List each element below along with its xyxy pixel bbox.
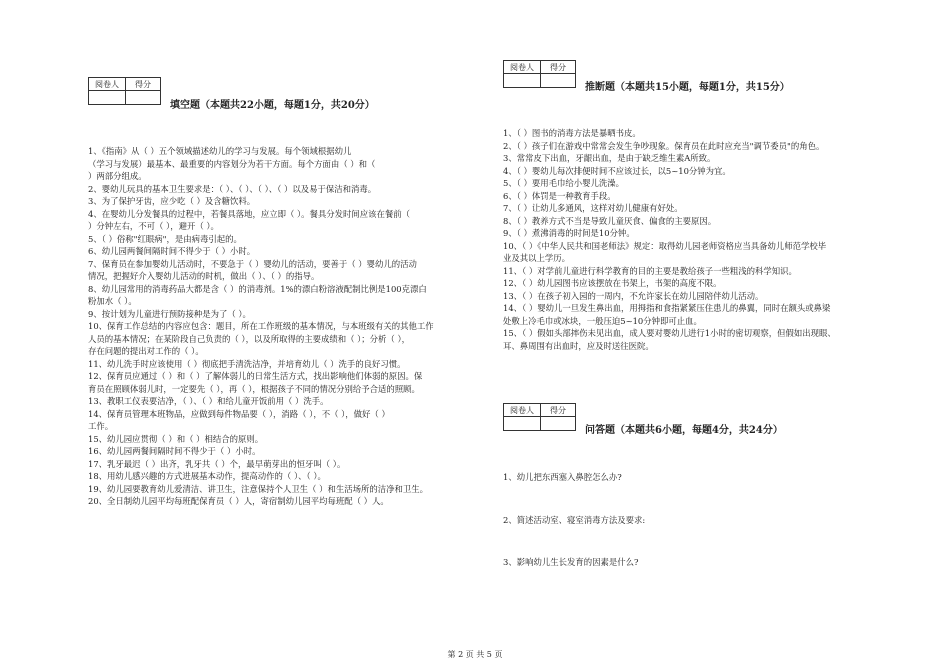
fill-blank-questions [88, 145, 498, 508]
question-line: （学习与发展）最基本、最重要的内容划分为若干方面。每个方面由（ ）和（ [88, 158, 376, 169]
question-line: 5、（ ）要用毛巾给小婴儿洗澡。 [503, 178, 625, 188]
question-line: 11、幼儿洗手时应该使用（ ）彻底把手清洗洁净，并培育幼儿（ ）洗手的良好习惯。 [88, 358, 406, 369]
question-line: 2、（ ）孩子们在游戏中常常会发生争吵现象。保育员在此时应充当"调节委员"的角色。 [503, 140, 825, 151]
question-line: 存在问题的提出对工作的（ ）。 [88, 346, 204, 356]
reviewer-label: 阅卷人 [504, 404, 541, 417]
question-line: 19、幼儿园要教育幼儿爱清洁、讲卫生，注意保持个人卫生（ ）和生活场所的洁净和卫生。 [88, 483, 428, 494]
question-line: 14、保育员管理本班物品，应做到每件物品要（ ），消路（ ），不（ ），做好（ ） [88, 408, 390, 419]
reviewer-cell [89, 91, 126, 105]
score-label: 得分 [541, 404, 576, 417]
question-line: 17、乳牙最迟（ ）出齐，乳牙共（ ）个，最早萌芽出的恒牙叫（ ）。 [88, 458, 346, 469]
question-line: 9、（ ）煮沸消毒的时间是10分钟。 [503, 228, 635, 238]
qa-title: 问答题（本题共6小题，每题4分，共24分） [585, 425, 783, 436]
question-line: 情况，把握好介入婴幼儿活动的时机，做出（ ）、（ ）的指导。 [88, 271, 320, 281]
qa-question: 1、幼儿把东西塞入鼻腔怎么办? [503, 472, 622, 482]
score-table-judgement [503, 60, 576, 88]
question-line: 11、（ ）对学前儿童进行科学教育的目的主要是教给孩子一些粗浅的科学知识。 [503, 265, 797, 276]
score-cell [541, 417, 576, 431]
score-table-fill [88, 77, 161, 105]
question-line: 7、保育员在参加婴幼儿活动时，不要急于（ ）婴幼儿的活动，要善于（ ）婴幼儿的活动 [88, 258, 417, 269]
question-line: 10、保育工作总结的内容应包含：题目，所在工作班级的基本情况，与本班级有关的其他工作 [88, 321, 434, 331]
question-line: 2、婴幼儿玩具的基本卫生要求是：（ ）、（ ）、（ ）、（ ）以及易于保洁和消毒。 [88, 183, 377, 194]
question-line: 粉加水（ ）。 [88, 296, 137, 306]
question-line: 18、用幼儿感兴趣的方式进展基本动作，提高动作的（ ）、（ ）。 [88, 471, 326, 481]
question-line: 9、按计划为儿童进行预防接种是为了（ ）。 [88, 308, 251, 319]
question-line: 8、幼儿园常用的消毒药品大都是含（ ）的消毒剂。1%的漂白粉溶液配制比例是100克漂白 [88, 283, 427, 294]
question-line: 6、幼儿园两餐间隔时间不得少于（ ）小时。 [88, 246, 256, 256]
question-line: 1、《指南》从（ ）五个领域描述幼儿的学习与发展。每个领域根据幼儿 [88, 146, 352, 156]
question-line: 16、幼儿园两餐间隔时间不得少于（ ）小时。 [88, 446, 261, 456]
qa-question: 2、简述活动室、寝室消毒方法及要求: [503, 514, 646, 525]
question-line: 5、（ ）俗称"红眼病"，是由病毒引起的。 [88, 233, 242, 244]
score-table-qa [503, 403, 576, 431]
score-label: 得分 [126, 78, 161, 91]
question-line: 工作。 [88, 421, 114, 431]
question-line: 13、（ ）在孩子初入园的一周内，不允许家长在幼儿园陪伴幼儿活动。 [503, 290, 764, 301]
question-line: 14、（ ）婴幼儿一旦发生鼻出血，用拇指和食指紧紧压住患儿的鼻翼，同时在额头或鼻梁 [503, 303, 831, 313]
question-line: 15、（ ）假如头部摔伤未见出血，成人要对婴幼儿进行1小时的密切观察，但假如出现眼、 [503, 328, 836, 338]
fill-blank-title: 填空题（本题共22小题，每题1分，共20分） [170, 100, 375, 111]
question-line: 12、（ ）幼儿园图书应该摆放在书架上，书架的高度不限。 [503, 278, 722, 288]
question-line: 8、（ ）教养方式不当是导致儿童厌食、偏食的主要原因。 [503, 215, 717, 226]
reviewer-cell [504, 417, 541, 431]
question-line: 人员的基本情况；在某阶段自己负责的（ ），以及所取得的主要成绩和（ ）；分析（ ）， [88, 333, 411, 344]
question-line: 处敷上冷毛巾或冰块，一般压迫5~10分钟即可止血。 [503, 315, 702, 326]
page-footer: 第 2 页 共 5 页 [447, 650, 503, 659]
question-line: 7、（ ）让幼儿多通风，这样对幼儿健康有好处。 [503, 203, 683, 213]
question-line: 15、幼儿园应贯彻（ ）和（ ）相结合的原则。 [88, 433, 264, 444]
question-line: ）两部分组成。 [88, 171, 147, 181]
question-line: 13、教职工仪表要洁净，（ ）、（ ）和给儿童开饭前用（ ）洗手。 [88, 396, 329, 406]
qa-question: 3、影响幼儿生长发育的因素是什么? [503, 557, 639, 567]
judgement-title: 推断题（本题共15小题，每题1分，共15分） [585, 82, 790, 93]
score-cell [541, 74, 576, 88]
question-line: ）分钟左右，不可（ ），避开（ ）。 [88, 221, 219, 231]
question-line: 3、常常皮下出血，牙龈出血，是由于缺乏维生素A所致。 [503, 153, 716, 163]
question-line: 20、全日制幼儿园平均每班配保育员（ ）人，寄宿制幼儿园平均每班配（ ）人。 [88, 496, 389, 506]
score-cell [126, 91, 161, 105]
question-line: 6、（ ）体罚是一种教育手段。 [503, 190, 616, 201]
question-line: 4、在婴幼儿分发餐具的过程中，若餐具落地，应立即（ ）。餐具分发时间应该在餐前（ [88, 208, 411, 219]
question-line: 10、（ ）《中华人民共和国老师法》规定：取得幼儿园老师资格应当具备幼儿师范学校毕 [503, 240, 827, 251]
question-line: 育员在照顾体弱儿时，一定要先（ ），再（ ），根据孩子不同的情况分别给予合适的照顾。 [88, 383, 420, 394]
judgement-questions [503, 127, 903, 352]
question-line: 3、为了保护牙齿，应少吃（ ）及含糖饮料。 [88, 196, 256, 206]
reviewer-cell [504, 74, 541, 88]
reviewer-label: 阅卷人 [89, 78, 126, 91]
question-line: 业及其以上学历。 [503, 253, 570, 263]
question-line: 12、保育员应通过（ ）和（ ）了解体弱儿的日常生活方式，找出影响他们体弱的原因。保 [88, 371, 423, 381]
reviewer-label: 阅卷人 [504, 61, 541, 74]
question-line: 4、（ ）婴幼儿每次排便时间不应该过长，以5~10分钟为宜。 [503, 165, 731, 176]
question-line: 1、（ ）图书的消毒方法是暴晒书皮。 [503, 128, 641, 138]
qa-questions [503, 471, 903, 599]
score-label: 得分 [541, 61, 576, 74]
question-line: 耳、鼻周围有出血时，应及时送往医院。 [503, 340, 654, 351]
